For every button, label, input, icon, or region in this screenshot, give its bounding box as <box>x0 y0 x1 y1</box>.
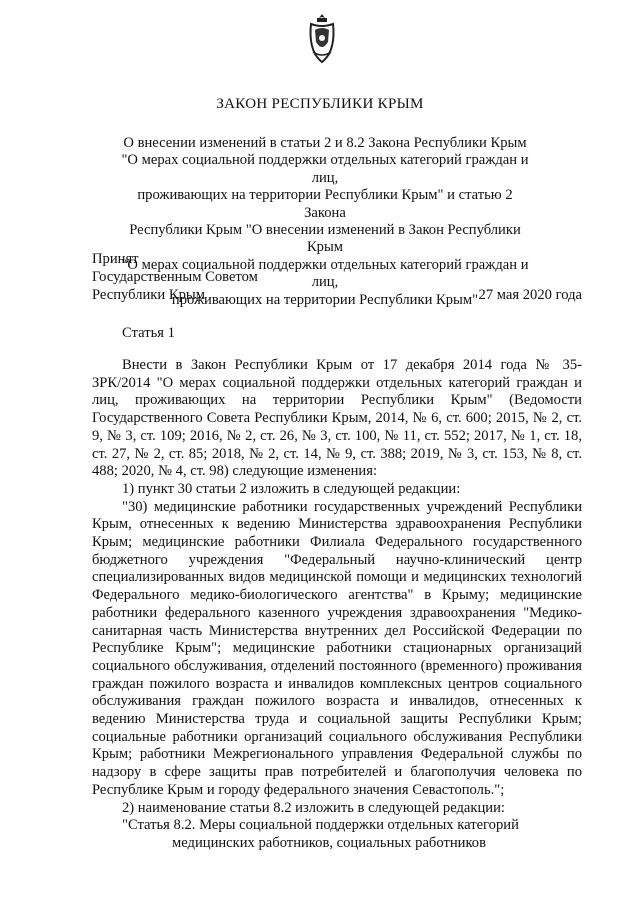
adopted-by-region: Республики Крым <box>92 287 205 303</box>
closing-line-2: медицинских работников, социальных работников <box>172 834 486 851</box>
paragraph: Внести в Закон Республики Крым от 17 декабря 2014 года № 35-ЗРК/2014 "О мерах социальной поддержки отдельных категорий граждан и лиц, проживающих на территории Республики Крым" (Ведомости Государственного Совета Республики Крым, 2014, № 6, ст. 600; 2015, № 2, ст. 9, № 3, ст. 109; 2016, № 2, ст. 26, № 3, ст. 100, № 11, ст. 552; 2017, № 1, ст. 18, ст. 27, № 2, ст. 85; 2018, № 2, ст. 14, № 9, ст. 388; 2019, № 3, ст. 153, № 8, ст. 488; 2020, № 4, ст. 98) следующие изменения: <box>92 357 582 480</box>
subtitle-line: "О мерах социальной поддержки отдельных категорий граждан и лиц, <box>121 152 529 186</box>
paragraph-closing <box>92 817 582 852</box>
subtitle-line: проживающих на территории Республики Крым" и статью 2 Закона <box>137 187 513 221</box>
article-heading: Статья 1 <box>122 325 175 341</box>
adoption-date: 27 мая 2020 года <box>478 287 582 303</box>
article-body <box>92 357 582 853</box>
adoption-block <box>92 250 582 304</box>
paragraph: "30) медицинские работники государственных учреждений Республики Крым, отнесенных к ведению Министерства здравоохранения Республики Крым; медицинские работники Филиала Федерального государственного бюджетного учреждения "Федеральный научно-клинический центр специализированных видов медицинской помощи и медицинских технологий Федерального медико-биологического агентства" в Крыму; медицинские работники федерального казенного учреждения здравоохранения "Медико-санитарная часть Министерства внутренних дел Российской Федерации по Республике Крым"; медицинские работники стационарных организаций социального обслуживания, отделений постоянного (временного) проживания граждан пожилого возраста и инвалидов комплексных центров социального обслуживания граждан пожилого возраста и инвалидов, отнесенных к ведению Министерства труда и социальной защиты Республики Крым; социальные работники организаций социального обслуживания Республики Крым; работники Межрегионального управления Федеральной службы по надзору в сфере защиты прав потребителей и благополучия человека по Республике Крым и городу федерального значения Севастополь."; <box>92 498 582 798</box>
subtitle-line: "О мерах социальной поддержки отдельных категорий граждан и лиц, <box>121 256 529 291</box>
subtitle-line: О внесении изменений в статьи 2 и 8.2 Закона Республики Крым <box>123 135 527 151</box>
law-title: ЗАКОН РЕСПУБЛИКИ КРЫМ <box>216 96 424 112</box>
paragraph: 2) наименование статьи 8.2 изложить в следующей редакции: <box>122 799 505 816</box>
subtitle-line: проживающих на территории Республики Крым" <box>171 291 479 308</box>
closing-line-1: "Статья 8.2. Меры социальной поддержки отдельных категорий <box>122 817 519 834</box>
crimea-coat-of-arms-icon <box>307 12 337 64</box>
paragraph: 1) пункт 30 статьи 2 изложить в следующей редакции: <box>122 480 461 497</box>
adopted-label: Принят <box>92 251 139 267</box>
subtitle-line: Республики Крым "О внесении изменений в Закон Республики Крым <box>129 222 521 256</box>
adopted-by: Государственным Советом <box>92 269 258 285</box>
